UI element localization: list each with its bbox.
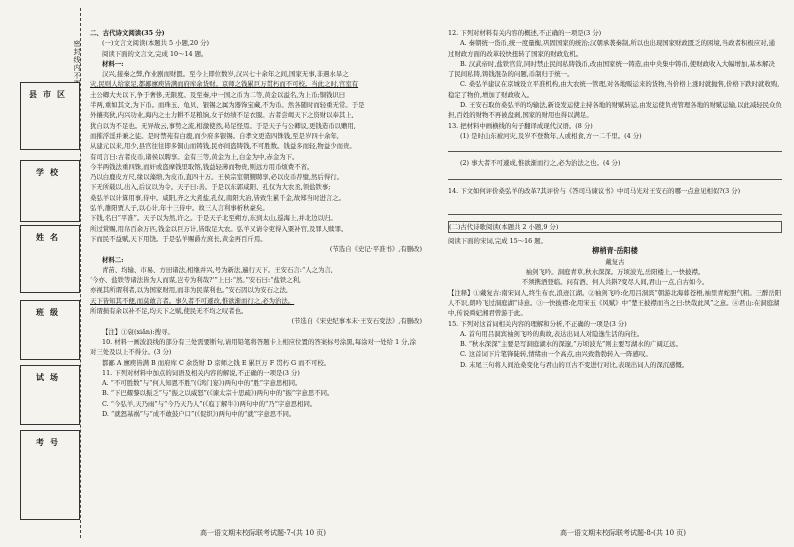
option-a: A. 秦朝统一货币,统一度量衡,巩固国家的统治;汉朝承袭秦制,所以也出现国家财政匮乏的困境,当政者积极应对,通 — [460, 39, 775, 48]
passage-line: 外攘夷狄,内兴功业,海内之士力耕不足粮饷,女子纺绩不足衣服。古者尝竭天下之资财以奉其上, — [90, 111, 354, 120]
page-footer-right: 高一语文期末校际联考试题-8-(共 10 页) — [560, 529, 687, 537]
info-box-class[interactable] — [20, 300, 80, 360]
passage-line: 灾,民则人给家足,都鄙廪庾皆满而府库余货财。京师之钱累巨万贯朽而不可校。当此之时,宫室有 — [90, 80, 359, 89]
left-column — [90, 28, 422, 419]
passage-line: 青苗、均输、市易、方田诸法,相继并兴,号为新法,遍行天下。王安石言:“人之为言, — [102, 265, 333, 274]
option-b-cont: 了民间私铸,铸钱混杂的问题,币制归于统一。 — [448, 70, 574, 79]
passage-line: 天下皆知其不便,而莫敢言者。事久者不可遽改,惟欲渐而行之,必为治法。 — [90, 296, 295, 305]
passage-line: 今半两钱法重四铢,而奸或盗摩钱里取镕,钱益轻薄而物贵,则远方用币烦费不省。 — [90, 162, 314, 171]
question-12: 12. 下列对材料有关内容的概述,不正确的一项是(3 分) — [448, 29, 602, 37]
option-a-cont: 过财政方面的改革较快扭转了国家的财政危机。 — [448, 49, 583, 58]
option-d-cont: 担,百姓的财物不再被盘剥,国家的财用也得以满足。 — [448, 111, 593, 120]
question-13-2: (2) 事大者不可遽成,惟欲渐而行之,必为治法之也。(4 分) — [460, 159, 621, 168]
question-13-1: (1) 是时山东被河灾,及岁不登数年,人或相食,方一二千里。(4 分) — [460, 131, 642, 140]
instruction: 阅读下面的文言文,完成 10～14 题。 — [102, 49, 208, 58]
info-box-label: 考号 — [36, 437, 64, 447]
passage-line: 下而民不益赋,天下用饶。于是弘羊赐爵左庶长,黄金再百斤焉。 — [90, 234, 267, 243]
option-c: C. 桑弘羊建议在京城设立平准机构,由大农统一管理,对各地贩运来的货物,当价格上涨时就抛售,价格下跌时就收购, — [460, 80, 780, 89]
passage-line: 半两,重如其文,为下币。而珠玉、龟贝、银锡之属为器饰宝藏,不为币。然各随时而轻重无常。于是 — [90, 101, 365, 110]
question-14: 14. 下文如何评价桑弘羊的改革?其评价与《答司马谏议书》中司马光对王安石的哪一点意见相似?(3 分) — [448, 186, 741, 195]
option-d: D. 王安石取仿桑弘羊的均输法,新设发运使主持各地的财赋转运,由发运使负责管理各地的财赋运输,以此减轻民众负 — [460, 101, 782, 110]
info-box-school[interactable] — [20, 160, 80, 222]
binding-note: 密封线内不 — [73, 40, 81, 80]
passage-line: ‘今亦、盐铁等诸法皆为人而谋,岂专为利哉?’”上曰:“然。”安石曰:“盐铁之利, — [90, 276, 302, 285]
question-10: 10. 材料一画波浪线的部分有三处需要断句,请用铅笔将答题卡上相应位置的答案标号涂黑,每涂对一处给 1 分,涂对三处及以上不得分。(3 分) — [90, 337, 416, 357]
subsection-title: (一)文言文阅读(本题共 5 小题,20 分) — [102, 39, 209, 48]
footnote: 【注】①裒(xiǎn):搜寻。 — [102, 327, 174, 336]
source-note: (节选自《史记·平准书》,有删改) — [329, 245, 422, 254]
passage-line: 土公卿大夫以下,争于奢侈,无限度。及至秦,中一国之币为二等,黄金以溢名,为上币;铜钱识曰 — [90, 90, 346, 99]
info-box-label: 姓名 — [36, 232, 64, 242]
material-label: 材料一: — [102, 59, 124, 68]
poem-instruction: 阅读下面的宋词,完成 15～16 题。 — [448, 237, 548, 246]
poem-line: 袖剑飞吟。洞庭青草,秋水深深。万顷波光,岳阳楼上,一快披襟。 — [525, 268, 705, 277]
option-a: A. “不可胜数”与“何人知恩不胜”(《鸿门宴》)两句中的“胜”字意思相同。 — [102, 379, 302, 388]
passage-line: 所过赏赐,用帛百余万匹,钱金以巨万计,皆取足大农。弘羊又请令吏得入粟补官,及罪人赎罪。 — [90, 224, 348, 233]
option-b: B. “下巴耀黎以振乏”与“振之以威怒”(《谏太宗十思疏》)两句中的“振”字意思不同。 — [102, 389, 334, 398]
source-note: (节选自《宋史纪事本末·王安石变法》,有删改) — [291, 317, 422, 326]
answer-line[interactable] — [448, 143, 782, 152]
option-c: C. 这首词下片笔锋陡转,情绪由一个高点,由兴致勃勃转入一阵感叹。 — [460, 350, 652, 359]
right-column — [448, 28, 782, 370]
poem-title: 柳梢青·岳阳楼 — [592, 246, 638, 256]
info-box-exam-room[interactable] — [20, 365, 80, 425]
option-b: B. “秋水深深”主要是写洞庭湖水的深邃,“万顷波光”则主要写湖水的广阔辽远。 — [460, 340, 682, 349]
passage-line: 所谓损有余以补不足,均天下之赋,使民无不均之叹者也。 — [90, 307, 248, 316]
passage-line: 汉兴,接秦之弊,作业剧而财匮。至今上即位数岁,汉兴七十余年之间,国家无事,非遇水旱之 — [102, 70, 349, 79]
option-b: B. 汉武帝时,盐铁官营,同时禁止民间私铸钱币,改由国家统一铸造,由中央集中铸币,使财政收入大幅增加,基本解决 — [460, 59, 775, 68]
info-box-exam-number[interactable] — [20, 430, 80, 520]
passage-line: 弘羊,雒阳贾人子,以心计,年十三侍中。故三人言利事析秋豪矣。 — [90, 204, 269, 213]
info-box-label: 试场 — [36, 372, 64, 382]
option-d: D. “就怒基祸”与“成不敢鼓户口”(《促织》)两句中的“就”字意思不同。 — [102, 409, 296, 418]
poem-line: 不须携酒登临。问有酒、何人共斟?变尽人间,君山一点,自古如今。 — [521, 278, 709, 287]
info-box-name[interactable] — [20, 225, 80, 293]
passage-line: 下钱,名曰“平准”。天子以为然,许之。于是天子北至朔方,东到太山,巡海上,并北边以归。 — [90, 214, 337, 223]
passage-line: 从建元以来,用少,县官往往即多铜山而铸钱,民亦间盗铸钱,不可胜数。钱益多而轻,物益少而贵。 — [90, 142, 356, 151]
question-10-options: 都鄙 A 廪庾皆满 B 而府库 C 余货财 D 京师之钱 E 累巨万 F 贯朽 G 而不可校。 — [102, 358, 331, 367]
section-title: 二、古代诗文阅读(35 分) — [90, 29, 165, 37]
passage-line: 有司言曰:古者皮币,诸侯以聘享。金有三等,黄金为上,白金为中,赤金为下。 — [90, 152, 299, 161]
info-box-label: 班级 — [36, 307, 64, 317]
passage-line: 下无所载以,出入,后议以为令。天子曰:善。于是以东郭咸阳、孔仅为大农丞,领盐铁事; — [90, 183, 331, 192]
passage-line: 而摧浮淫并兼之徒。是时禁苑有白鹿,而少府多银锡。自孝文更造四铢钱,至是岁四十余年, — [90, 131, 339, 140]
option-a: A. 首句用吕洞宾袖剑飞吟的典故,表达出词人对隐逸生活的向往。 — [460, 329, 644, 338]
option-c-cont: 稳定了物价,增加了财政收入。 — [448, 90, 534, 99]
question-15: 15. 下列对这首词相关内容的理解和分析,不正确的一项是(3 分) — [448, 319, 627, 328]
answer-line[interactable] — [448, 171, 782, 180]
passage-line: 乃以白鹿皮方尺,缘以藻缋,为皮币,直四十万。王侯宗室朝觐聘享,必以皮币荐璧,然后得行。 — [90, 173, 343, 182]
info-box-county[interactable] — [20, 82, 80, 150]
passage-line: 犹自以为不足也。无异故云,事势之流,相激使然,曷足怪焉。于是天子与公卿议,更钱造币以赡用, — [90, 121, 356, 130]
poem-author: 戴复古 — [605, 257, 625, 266]
info-box-label: 县市区 — [29, 89, 71, 99]
question-13: 13. 把材料中画横线的句子翻译成现代汉语。(8 分) — [448, 121, 593, 130]
answer-line[interactable] — [448, 206, 782, 215]
poem-section-box — [448, 221, 782, 233]
material-label: 材料二: — [102, 255, 124, 264]
poem-section-title: (二)古代诗歌阅读(本题共 2 小题,9 分) — [449, 222, 559, 231]
passage-line: 桑弘羊以计算用事,侍中。咸阳,齐之大煮盐,孔仅,南阳大冶,皆致生累千金,故郑当时进言之。 — [90, 193, 346, 202]
page-footer-left: 高一语文期末校际联考试题-7-(共 10 页) — [200, 529, 327, 537]
binding-margin — [0, 0, 86, 547]
option-d: D. 末尾三句将人间沧桑变化与君山的亘古不变进行对比,表现出词人的深沉感慨。 — [460, 360, 689, 369]
poem-notes: 【注释】①戴复古:南宋词人,终生布衣,浪迹江湖。②袖剑飞吟:化用吕洞宾“朝游北海暮苍梧,袖里青蛇胆气粗。三醉岳阳人不识,朗吟飞过洞庭湖”诗意。③一快披襟:化用宋玉《风赋》中“楚王披襟而当之曰:快哉此风”之意。④君山:在洞庭湖中,传说舜妃湘君曾游于此。 — [448, 288, 782, 318]
option-c: C. “今弘羊,天乃雨”与“今乃天乃人”(《庖丁解牛》)两句中的“乃”字意思相同。 — [102, 399, 317, 408]
question-11: 11. 下列对材料中加点的词语及相关内容的解说,不正确的一项是(3 分) — [102, 368, 300, 377]
passage-line: 亦视其所谓利者,以为国家财用,而非为民谋利也。”安石因以为安石之法, — [90, 286, 288, 295]
info-box-label: 学校 — [36, 167, 64, 177]
